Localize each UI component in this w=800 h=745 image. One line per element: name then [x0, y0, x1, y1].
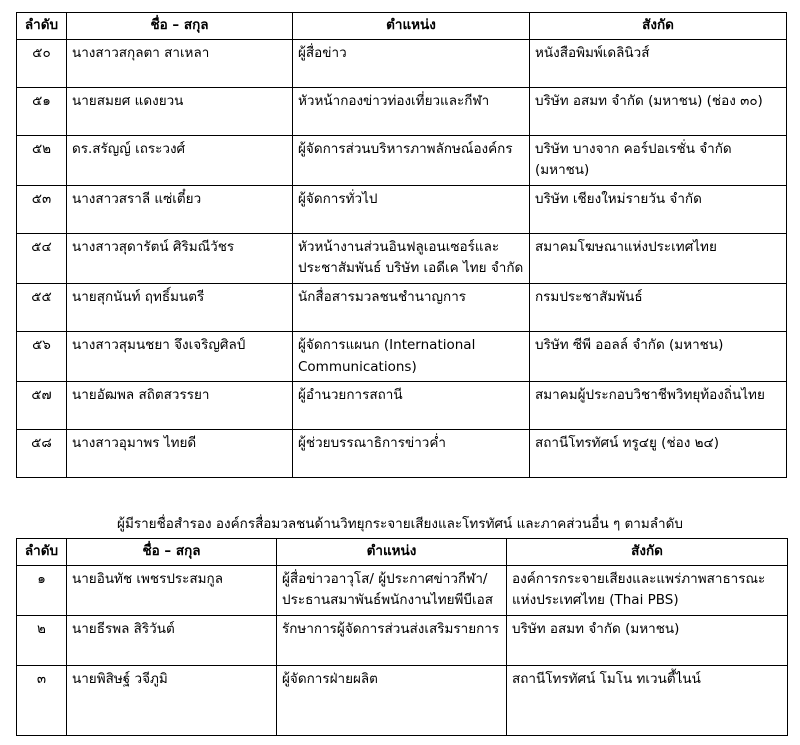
table-row [17, 185, 787, 233]
row-name: นายอินทัช เพชรประสมกูล [67, 565, 277, 615]
row-name: นายสมยศ แดงยวน [67, 87, 293, 135]
row-name: นางสาวสุมนชยา จึงเจริญศิลป์ [67, 331, 293, 381]
row-number: ๕๖ [17, 331, 67, 381]
table-header-row [17, 13, 787, 40]
row-name: นางสาวสกุลตา สาเหลา [67, 39, 293, 87]
row-position: ผู้จัดการฝ่ายผลิต [277, 665, 507, 735]
table-row [17, 87, 787, 135]
row-position: หัวหน้างานส่วนอินฟลูเอนเซอร์และประชาสัมพันธ์ บริษัท เอดีเค ไทย จำกัด [293, 233, 530, 283]
header-affiliation: สังกัด [507, 539, 788, 566]
row-number: ๕๑ [17, 87, 67, 135]
table-header-row [17, 539, 788, 566]
row-name: นางสาวอุมาพร ไทยดี [67, 430, 293, 478]
row-affiliation: กรมประชาสัมพันธ์ [530, 283, 787, 331]
row-name: นางสาวสุดารัตน์ ศิริมณีวัชร [67, 233, 293, 283]
row-affiliation: หนังสือพิมพ์เดลินิวส์ [530, 39, 787, 87]
header-name: ชื่อ – สกุล [67, 539, 277, 566]
members-table [16, 12, 787, 478]
row-position: ผู้อำนวยการสถานี [293, 382, 530, 430]
row-number: ๕๘ [17, 430, 67, 478]
row-position: ผู้สื่อข่าวอาวุโส/ ผู้ประกาศข่าวกีฬา/ ประธานสมาพันธ์พนักงานไทยพีบีเอส [277, 565, 507, 615]
row-name: นางสาวสราลี แซ่เตี๋ยว [67, 185, 293, 233]
row-name: นายสุกนันท์ ฤทธิ์มนตรี [67, 283, 293, 331]
row-affiliation: สมาคมผู้ประกอบวิชาชีพวิทยุท้องถิ่นไทย [530, 382, 787, 430]
row-position: รักษาการผู้จัดการส่วนส่งเสริมรายการ [277, 615, 507, 665]
row-affiliation: สถานีโทรทัศน์ ทรู๔ยู (ช่อง ๒๔) [530, 430, 787, 478]
table-row [17, 382, 787, 430]
row-affiliation: บริษัท ซีพี ออลล์ จำกัด (มหาชน) [530, 331, 787, 381]
row-number: ๕๗ [17, 382, 67, 430]
row-name: นายธีรพล สิริวันต์ [67, 615, 277, 665]
row-affiliation: สมาคมโฆษณาแห่งประเทศไทย [530, 233, 787, 283]
header-affiliation: สังกัด [530, 13, 787, 40]
row-number: ๓ [17, 665, 67, 735]
row-affiliation: บริษัท บางจาก คอร์ปอเรชั่น จำกัด (มหาชน) [530, 135, 787, 185]
table-row [17, 283, 787, 331]
row-affiliation: บริษัท อสมท จำกัด (มหาชน) [507, 615, 788, 665]
table-row [17, 331, 787, 381]
row-number: ๕๕ [17, 283, 67, 331]
header-order: ลำดับ [17, 539, 67, 566]
row-number: ๕๓ [17, 185, 67, 233]
table-row [17, 430, 787, 478]
row-number: ๕๔ [17, 233, 67, 283]
table-row [17, 665, 788, 735]
row-number: ๕๒ [17, 135, 67, 185]
row-position: ผู้จัดการส่วนบริหารภาพลักษณ์องค์กร [293, 135, 530, 185]
reserve-list-title: ผู้มีรายชื่อสำรอง องค์กรสื่อมวลชนด้านวิทยุกระจายเสียงและโทรทัศน์ และภาคส่วนอื่น ๆ ตามลำดับ [117, 516, 683, 532]
row-affiliation: สถานีโทรทัศน์ โมโน ทเวนตี้ไนน์ [507, 665, 788, 735]
table-row [17, 565, 788, 615]
reserve-table [16, 538, 788, 736]
row-position: หัวหน้ากองข่าวท่องเที่ยวและกีฬา [293, 87, 530, 135]
header-position: ตำแหน่ง [277, 539, 507, 566]
row-name: นายอัฒพล สถิตสวรรยา [67, 382, 293, 430]
row-number: ๒ [17, 615, 67, 665]
row-affiliation: องค์การกระจายเสียงและแพร่ภาพสาธารณะแห่งประเทศไทย (Thai PBS) [507, 565, 788, 615]
row-name: นายพิสิษฐ์ วจีภูมิ [67, 665, 277, 735]
table-row [17, 39, 787, 87]
row-number: ๑ [17, 565, 67, 615]
row-position: ผู้ช่วยบรรณาธิการข่าวค่ำ [293, 430, 530, 478]
table-row [17, 135, 787, 185]
row-position: ผู้จัดการแผนก (International Communications) [293, 331, 530, 381]
header-order: ลำดับ [17, 13, 67, 40]
row-affiliation: บริษัท อสมท จำกัด (มหาชน) (ช่อง ๓๐) [530, 87, 787, 135]
row-number: ๕๐ [17, 39, 67, 87]
row-affiliation: บริษัท เชียงใหม่รายวัน จำกัด [530, 185, 787, 233]
header-position: ตำแหน่ง [293, 13, 530, 40]
row-position: ผู้สื่อข่าว [293, 39, 530, 87]
row-position: ผู้จัดการทั่วไป [293, 185, 530, 233]
row-position: นักสื่อสารมวลชนชำนาญการ [293, 283, 530, 331]
row-name: ดร.สรัญญ์ เถระวงศ์ [67, 135, 293, 185]
table-row [17, 233, 787, 283]
table-row [17, 615, 788, 665]
header-name: ชื่อ – สกุล [67, 13, 293, 40]
